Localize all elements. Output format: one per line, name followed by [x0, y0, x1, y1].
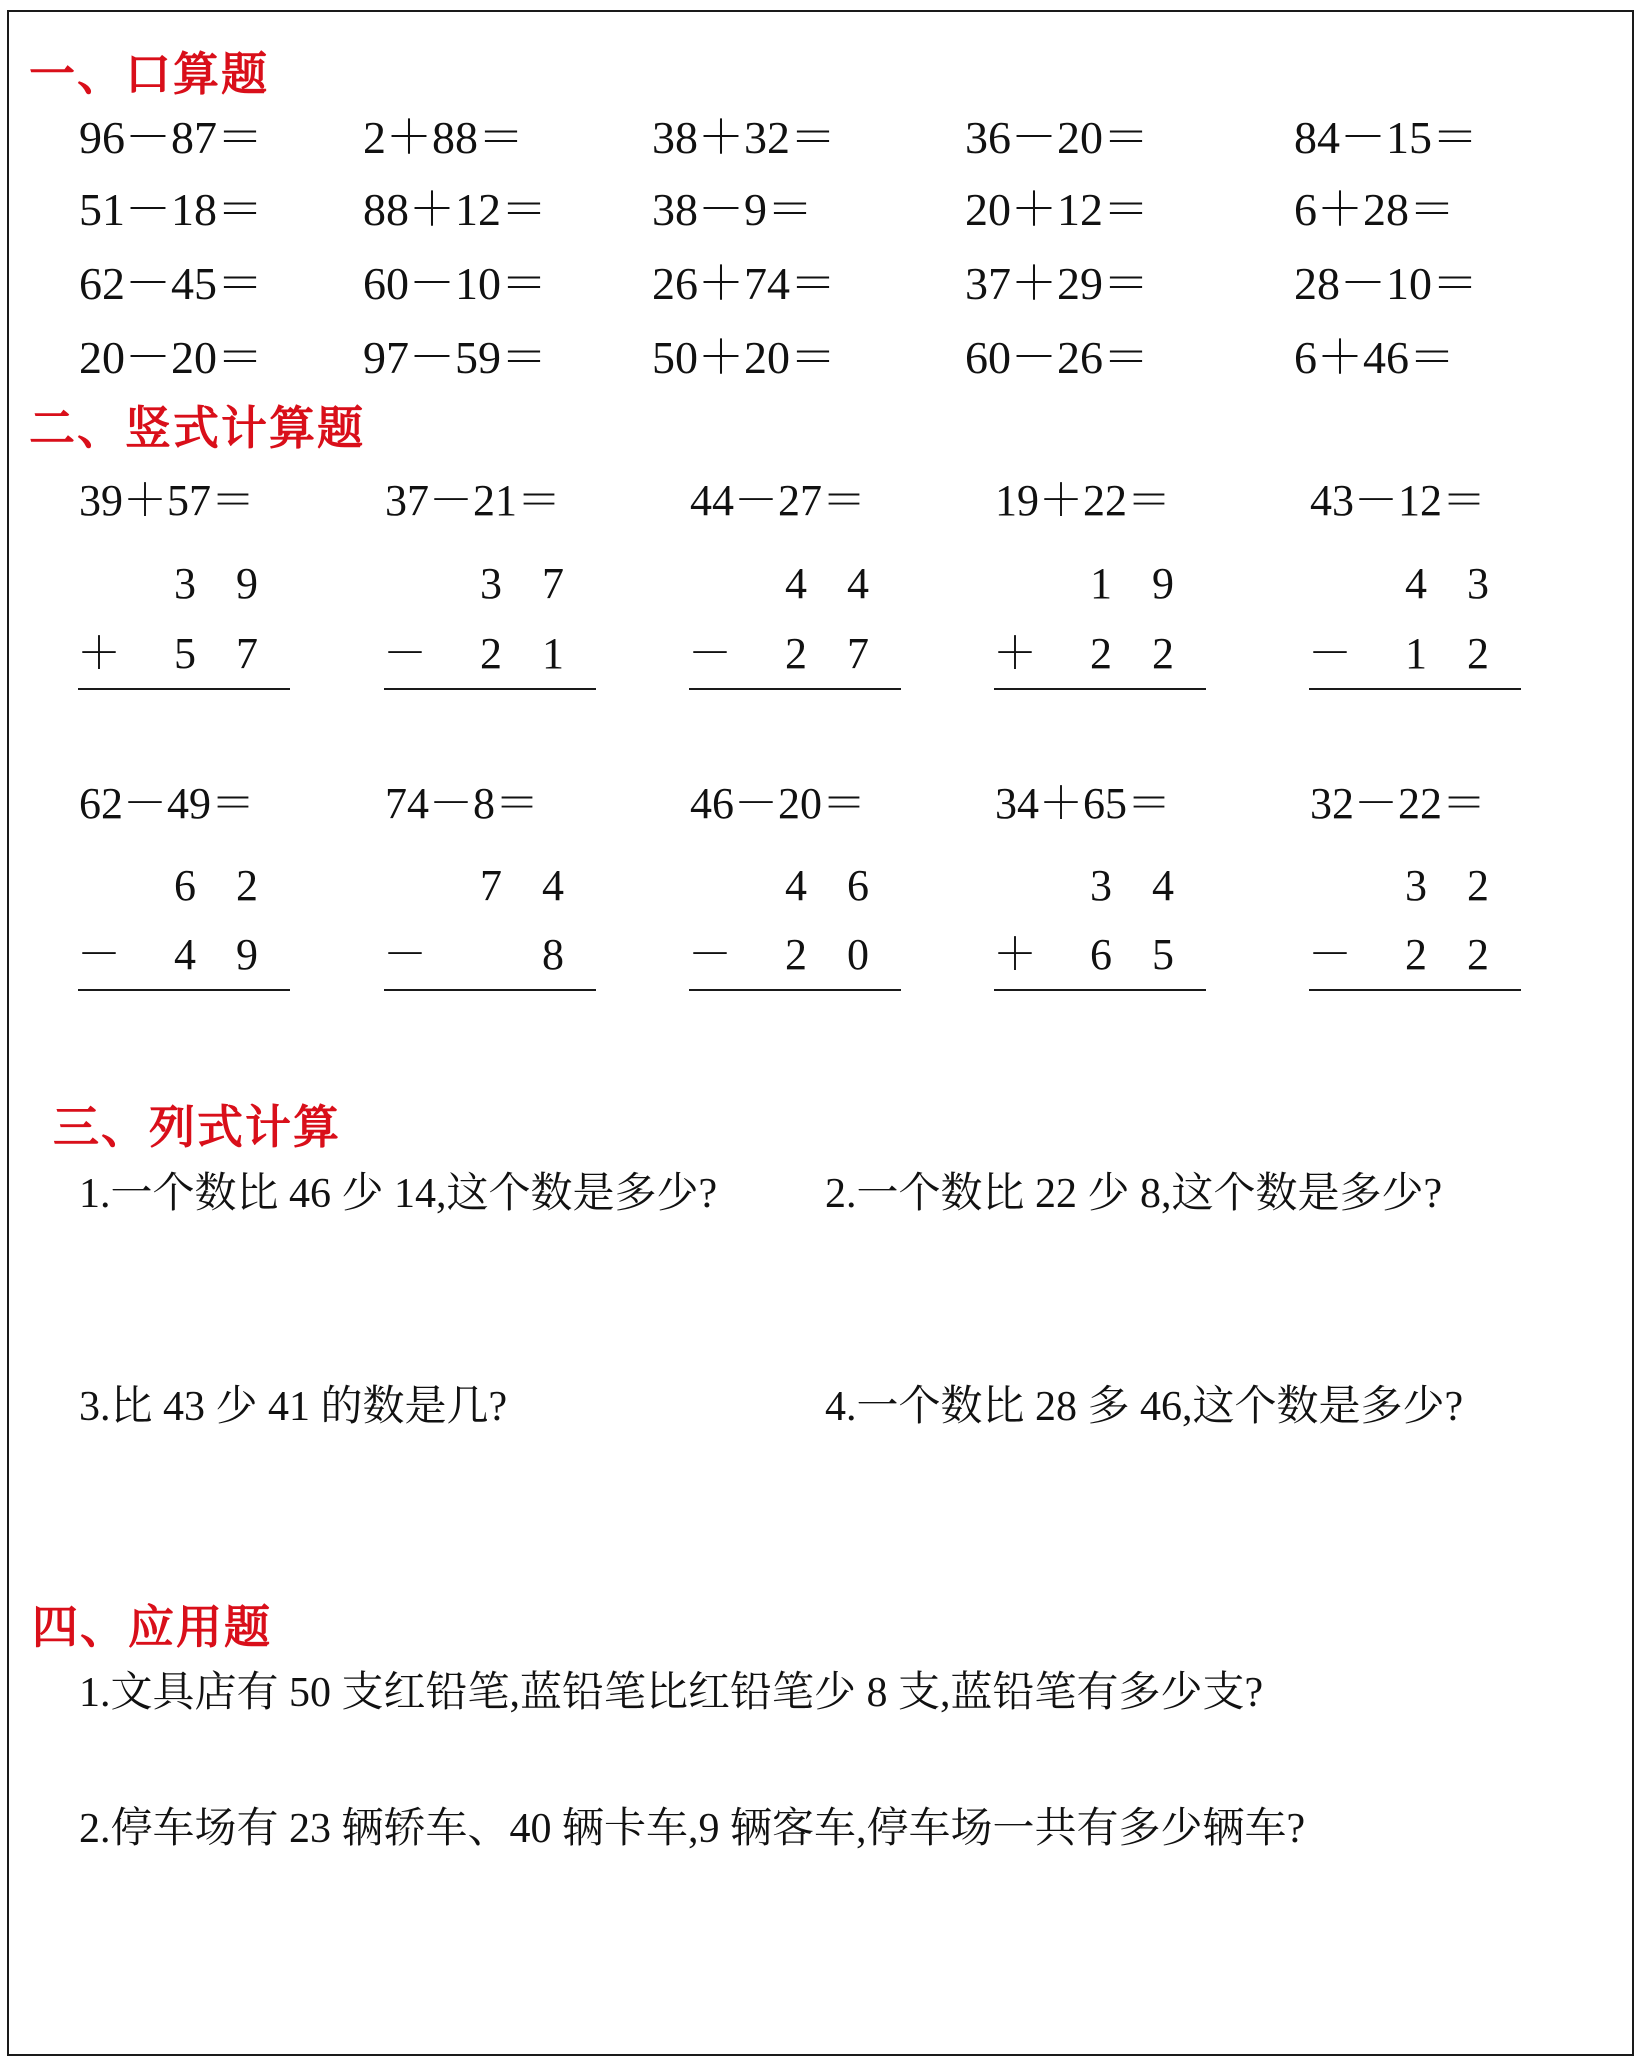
oral-problem: 20＋12＝: [965, 184, 1149, 235]
oral-problem: 97－59＝: [363, 332, 547, 383]
oral-problem: 38＋32＝: [652, 112, 836, 163]
application-question-2: 2.停车场有 23 辆轿车、40 辆卡车,9 辆客车,停车场一共有多少辆车?: [79, 1806, 1306, 1852]
bottom-digit-ones: 9: [236, 930, 258, 979]
answer-underline: [689, 989, 901, 991]
top-digit-ones: 4: [1152, 861, 1174, 910]
top-digit-tens: 4: [1405, 559, 1427, 608]
top-digit-ones: 7: [542, 559, 564, 608]
bottom-digit-tens: 2: [1405, 930, 1427, 979]
vertical-problem-equation: 74－8＝: [385, 779, 539, 828]
section-title-oral: 一、口算题: [29, 49, 269, 100]
oral-problem: 2＋88＝: [363, 112, 524, 163]
operator-sign: －: [77, 930, 121, 979]
bottom-digit-tens: 2: [480, 629, 502, 678]
vertical-problem-equation: 39＋57＝: [79, 476, 255, 525]
top-digit-ones: 3: [1467, 559, 1489, 608]
top-digit-ones: 6: [847, 861, 869, 910]
bottom-digit-tens: 1: [1405, 629, 1427, 678]
bottom-digit-ones: 0: [847, 930, 869, 979]
vertical-problem-equation: 43－12＝: [1310, 476, 1486, 525]
bottom-digit-ones: 2: [1467, 930, 1489, 979]
oral-problem: 84－15＝: [1294, 112, 1478, 163]
oral-problem: 50＋20＝: [652, 332, 836, 383]
vertical-problem-equation: 62－49＝: [79, 779, 255, 828]
answer-underline: [689, 688, 901, 690]
oral-problem: 36－20＝: [965, 112, 1149, 163]
top-digit-ones: 2: [1467, 861, 1489, 910]
answer-underline: [1309, 989, 1521, 991]
bottom-digit-ones: 7: [236, 629, 258, 678]
oral-problem: 6＋46＝: [1294, 332, 1455, 383]
operator-sign: ＋: [993, 629, 1037, 678]
bottom-digit-ones: 5: [1152, 930, 1174, 979]
written-question-4: 4.一个数比 28 多 46,这个数是多少?: [825, 1384, 1464, 1430]
bottom-digit-ones: 7: [847, 629, 869, 678]
oral-problem: 6＋28＝: [1294, 184, 1455, 235]
oral-problem: 60－10＝: [363, 258, 547, 309]
answer-underline: [384, 688, 596, 690]
oral-problem: 60－26＝: [965, 332, 1149, 383]
top-digit-tens: 3: [480, 559, 502, 608]
written-question-3: 3.比 43 少 41 的数是几?: [79, 1384, 508, 1430]
top-digit-ones: 9: [236, 559, 258, 608]
oral-problem: 38－9＝: [652, 184, 813, 235]
written-question-2: 2.一个数比 22 少 8,这个数是多少?: [825, 1171, 1443, 1217]
bottom-digit-ones: 1: [542, 629, 564, 678]
operator-sign: －: [688, 629, 732, 678]
answer-underline: [78, 989, 290, 991]
oral-problem: 88＋12＝: [363, 184, 547, 235]
vertical-problem-equation: 32－22＝: [1310, 779, 1486, 828]
vertical-problem-equation: 37－21＝: [385, 476, 561, 525]
top-digit-tens: 3: [1090, 861, 1112, 910]
operator-sign: －: [1308, 629, 1352, 678]
answer-underline: [1309, 688, 1521, 690]
top-digit-ones: 4: [542, 861, 564, 910]
top-digit-tens: 4: [785, 861, 807, 910]
answer-underline: [994, 688, 1206, 690]
answer-underline: [78, 688, 290, 690]
section-title-application: 四、应用题: [32, 1602, 272, 1653]
answer-underline: [994, 989, 1206, 991]
vertical-problem-equation: 19＋22＝: [995, 476, 1171, 525]
operator-sign: －: [383, 629, 427, 678]
oral-problem: 62－45＝: [79, 258, 263, 309]
top-digit-ones: 4: [847, 559, 869, 608]
bottom-digit-tens: 4: [174, 930, 196, 979]
top-digit-tens: 3: [1405, 861, 1427, 910]
application-question-1: 1.文具店有 50 支红铅笔,蓝铅笔比红铅笔少 8 支,蓝铅笔有多少支?: [79, 1670, 1264, 1716]
vertical-problem-equation: 44－27＝: [690, 476, 866, 525]
bottom-digit-tens: 5: [174, 629, 196, 678]
top-digit-tens: 7: [480, 861, 502, 910]
worksheet-border: [7, 10, 1634, 2056]
bottom-digit-tens: 6: [1090, 930, 1112, 979]
top-digit-tens: 1: [1090, 559, 1112, 608]
top-digit-tens: 6: [174, 861, 196, 910]
bottom-digit-ones: 2: [1467, 629, 1489, 678]
vertical-problem-equation: 34＋65＝: [995, 779, 1171, 828]
oral-problem: 51－18＝: [79, 184, 263, 235]
bottom-digit-ones: 8: [542, 930, 564, 979]
bottom-digit-tens: 2: [1090, 629, 1112, 678]
top-digit-ones: 9: [1152, 559, 1174, 608]
oral-problem: 20－20＝: [79, 332, 263, 383]
operator-sign: ＋: [993, 930, 1037, 979]
bottom-digit-tens: 2: [785, 930, 807, 979]
oral-problem: 37＋29＝: [965, 258, 1149, 309]
answer-underline: [384, 989, 596, 991]
top-digit-tens: 4: [785, 559, 807, 608]
oral-problem: 26＋74＝: [652, 258, 836, 309]
vertical-problem-equation: 46－20＝: [690, 779, 866, 828]
oral-problem: 96－87＝: [79, 112, 263, 163]
operator-sign: －: [688, 930, 732, 979]
top-digit-tens: 3: [174, 559, 196, 608]
operator-sign: ＋: [77, 629, 121, 678]
section-title-written: 三、列式计算: [53, 1102, 341, 1153]
top-digit-ones: 2: [236, 861, 258, 910]
bottom-digit-ones: 2: [1152, 629, 1174, 678]
section-title-vertical: 二、竖式计算题: [29, 403, 365, 454]
written-question-1: 1.一个数比 46 少 14,这个数是多少?: [79, 1171, 718, 1217]
oral-problem: 28－10＝: [1294, 258, 1478, 309]
operator-sign: －: [1308, 930, 1352, 979]
operator-sign: －: [383, 930, 427, 979]
bottom-digit-tens: 2: [785, 629, 807, 678]
